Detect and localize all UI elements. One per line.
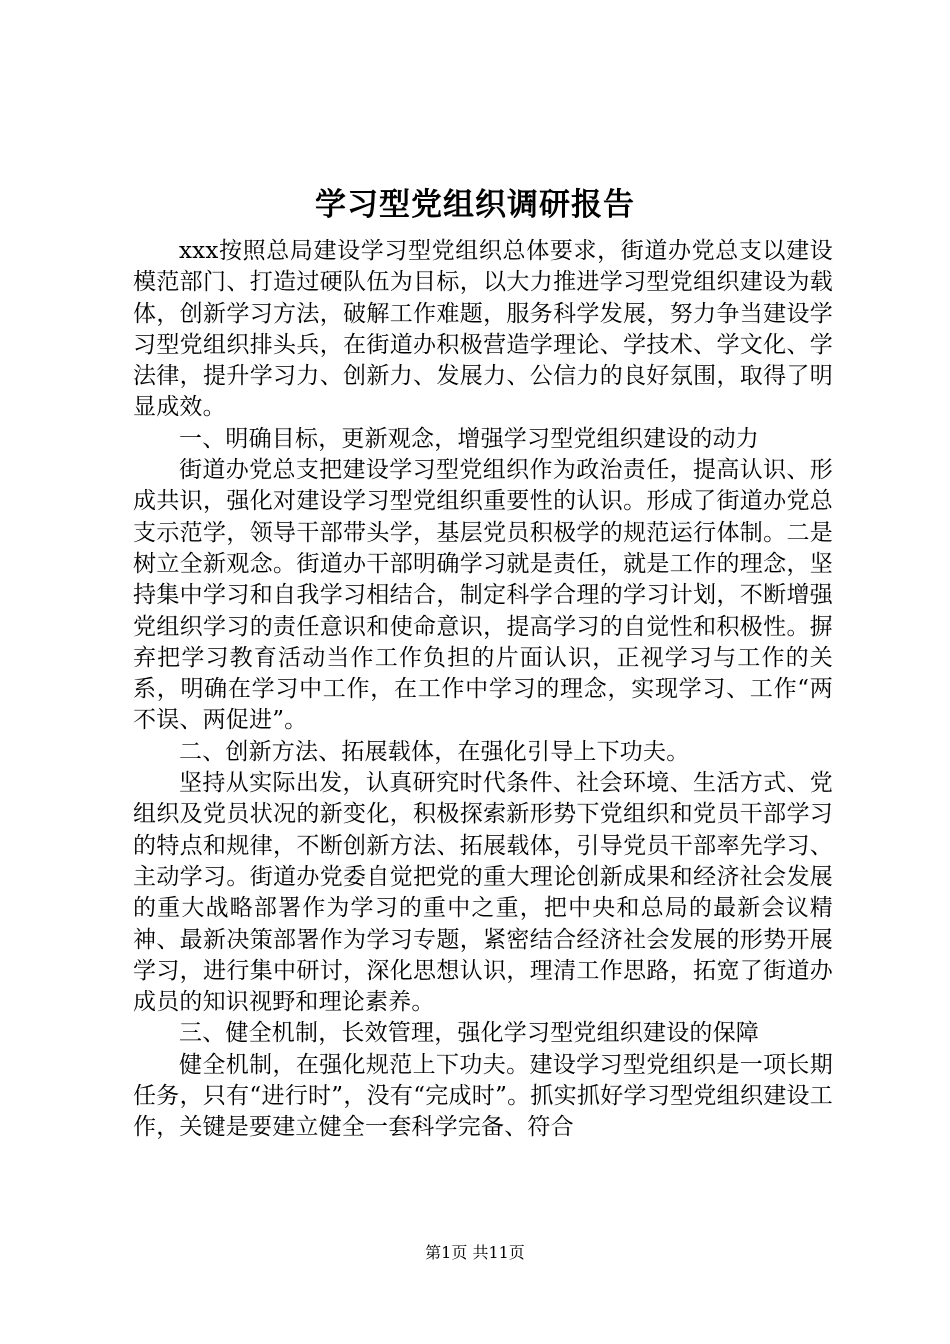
paragraph-section-2: 坚持从实际出发，认真研究时代条件、社会环境、生活方式、党组织及党员状况的新变化，积极探索新形势下党组织和党员干部学习的特点和规律，不断创新方法、拓展载体，引导党员干部率先学习、主动学习。街道办党委自觉把党的重大理论创新成果和经济社会发展的重大战略部署作为学习的重中之重，把中央和总局的最新会议精神、最新决策部署作为学习专题，紧密结合经济社会发展的形势开展学习，进行集中研讨，深化思想认识，理清工作思路，拓宽了街道办成员的知识视野和理论素养。 [133, 770, 833, 1016]
section-heading-1: 一、明确目标，更新观念，增强学习型党组织建设的动力 [179, 425, 759, 452]
paragraph-intro: xxx按照总局建设学习型党组织总体要求，街道办党总支以建设模范部门、打造过硬队伍为目标，以大力推进学习型党组织建设为载体，创新学习方法，破解工作难题，服务科学发展，努力争当建设学习型党组织排头兵，在街道办积极营造学理论、学技术、学文化、学法律，提升学习力、创新力、发展力、公信力的良好氛围，取得了明显成效。 [133, 238, 833, 421]
document-body [133, 236, 833, 1144]
section-heading-3: 三、健全机制，长效管理，强化学习型党组织建设的保障 [179, 1020, 759, 1047]
paragraph-section-1: 街道办党总支把建设学习型党组织作为政治责任，提高认识、形成共识，强化对建设学习型党组织重要性的认识。形成了街道办党总支示范学，领导干部带头学，基层党员积极学的规范运行体制。二是树立全新观念。街道办干部明确学习就是责任，就是工作的理念，坚持集中学习和自我学习相结合，制定科学合理的学习计划，不断增强党组织学习的责任意识和使命意识，提高学习的自觉性和积极性。摒弃把学习教育活动当作工作负担的片面认识，正视学习与工作的关系，明确在学习中工作，在工作中学习的理念，实现学习、工作“两不误、两促进”。 [133, 457, 833, 734]
section-heading-2: 二、创新方法、拓展载体，在强化引导上下功夫。 [179, 738, 690, 765]
document-title: 学习型党组织调研报告 [315, 187, 635, 223]
paragraph-section-3: 健全机制，在强化规范上下功夫。建设学习型党组织是一项长期任务，只有“进行时”，没有“完成时”。抓实抓好学习型党组织建设工作，关键是要建立健全一套科学完备、符合 [133, 1051, 833, 1141]
page-number-footer: 第1页 共11页 [425, 1243, 525, 1262]
